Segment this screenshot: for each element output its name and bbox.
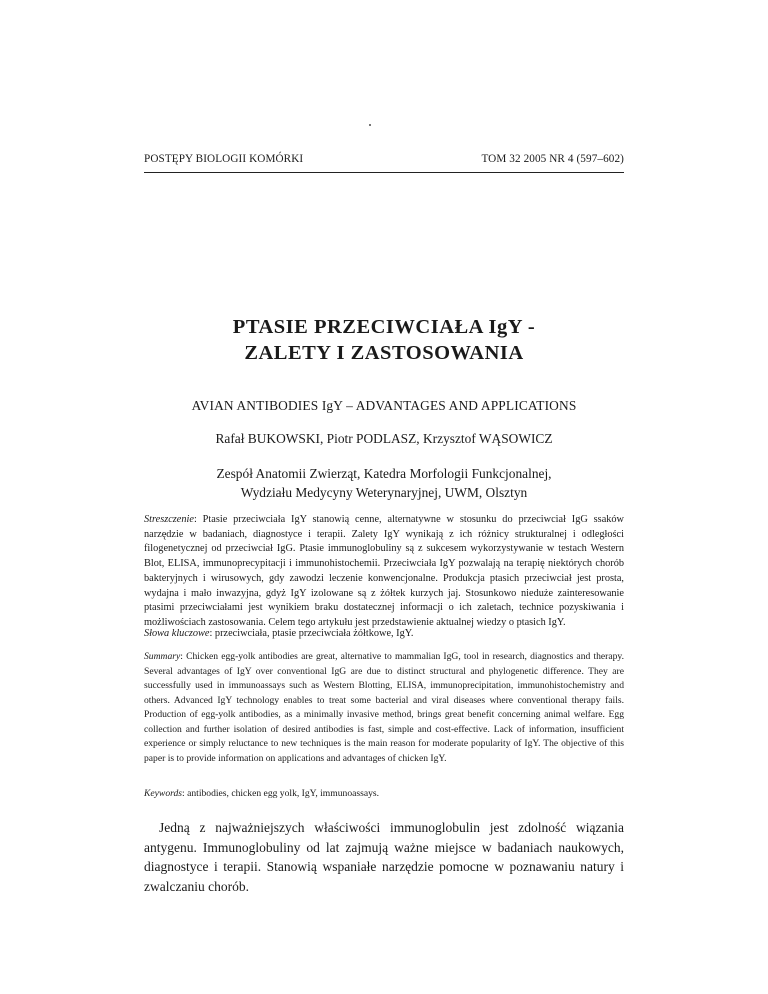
body-paragraph [144,818,624,896]
issue-info: TOM 32 2005 NR 4 (597–602) [481,153,624,165]
keywords-en [144,787,624,802]
header-rule [144,172,624,173]
affiliation [144,464,624,502]
abstract-label: Streszczenie [144,514,194,525]
title-line-2: ZALETY I ZASTOSOWANIA [244,342,524,364]
speck-mark [369,124,371,126]
summary-text: : Chicken egg-yolk antibodies are great, alternative to mammalian IgG, tool in research, diagnostics and therapy. Several advantages of IgY over conventional IgG are due to distinct structural and phylogenetic difference. They are successfully used in immunoassays such as Western Blotting, ELISA, immunoprecipitation, immunohistochemistry and others. Advanced IgY technology enables to treat some bacterial and viral diseases where conventional therapy fails. Production of egg-yolk antibodies, as a minimally invasive method, brings great benefit concerning animal welfare. Egg collection and further isolation of desired antibodies is fast, simple and cost-effective. Lack of information, insufficient experience or simply reluctance to new techniques is the main reason for moderate popularity of IgY. The objective of this paper is to provide information on applications and advantages of chicken IgY. [144,651,624,764]
body-paragraph-text: Jedną z najważniejszych właściwości immunoglobulin jest zdolność wiązania antygenu. Immunoglobuliny od lat zajmują ważne miejsce w badaniach naukowych, diagnostyce i terapii. Stanowią wspaniałe narzędzie pomocne w poznawaniu natury i zwalczaniu chorób. [144,820,624,894]
keywords-pl [144,627,624,642]
summary-en [144,650,624,766]
abstract-pl [144,513,624,631]
keywords-en-text: : antibodies, chicken egg yolk, IgY, immunoassays. [182,788,380,799]
keywords-en-label: Keywords [144,788,183,799]
keywords-pl-text: : przeciwciała, ptasie przeciwciała żółtkowe, IgY. [209,628,414,639]
running-header [144,153,624,165]
title-line-1: PTASIE PRZECIWCIAŁA IgY - [232,316,536,338]
affiliation-line-2: Wydziału Medycyny Weterynaryjnej, UWM, Olsztyn [240,485,528,500]
keywords-pl-label: Słowa kluczowe [144,628,210,639]
authors: Rafał BUKOWSKI, Piotr PODLASZ, Krzysztof WĄSOWICZ [215,431,553,446]
affiliation-line-1: Zespół Anatomii Zwierząt, Katedra Morfologii Funkcjonalnej, [216,466,552,481]
english-title: AVIAN ANTIBODIES IgY – ADVANTAGES AND APPLICATIONS [191,398,577,413]
article-title [144,314,624,366]
summary-label: Summary [144,651,181,662]
abstract-text: : Ptasie przeciwciała IgY stanowią cenne, alternatywne w stosunku do przeciwciał IgG ssaków narzędzie w badaniach, diagnostyce i terapii. Zalety IgY wynikają z ich różnicy strukturalnej i odległości filogenetycznej od przeciwciał IgG. Ptasie immunoglobuliny są z sukcesem wykorzystywanie w testach Western Blot, ELISA, immunoprecypitacji i immunohistochemii. Przeciwciała IgY pozwalają na terapię niektórych chorób bakteryjnych i wirusowych, gdy zawodzi leczenie konwencjonalne. Produkcja ptasich przeciwciał jest prosta, wydajna i mało inwazyjna, gdyż IgY izolowane są z żółtek kurzych jaj. Stosunkowo nieduże zainteresowanie ptasimi przeciwciałami jest wynikiem braku dostatecznej informacji o ich zaletach, technice pozyskiwania i możliwościach zastosowania. Celem tego artykułu jest przedstawienie aktualnej wiedzy o ptasich IgY. [144,514,624,628]
journal-name: POSTĘPY BIOLOGII KOMÓRKI [144,153,304,165]
